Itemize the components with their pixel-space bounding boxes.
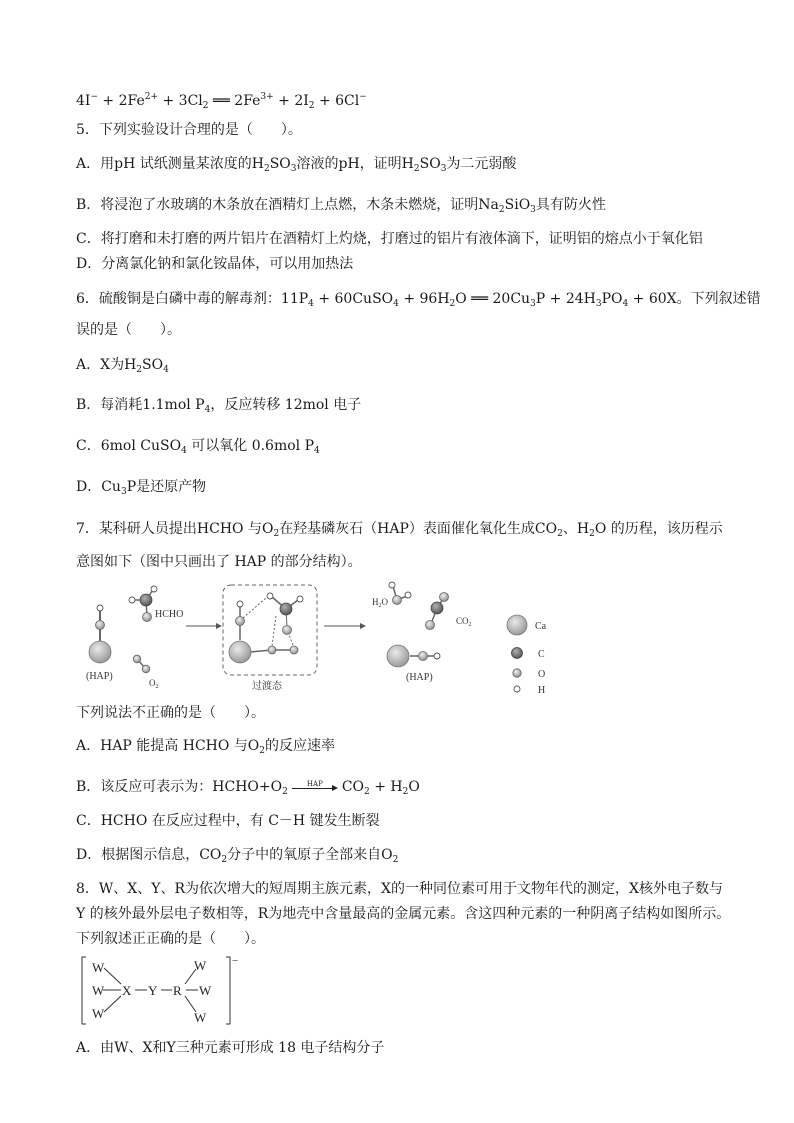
h2o-label: $H_2O$ bbox=[372, 597, 388, 609]
atom-r: R bbox=[173, 983, 182, 998]
ionic-equation: $4I^- + 2Fe^{2+} + 3Cl_2$ ══ $2Fe^{3+} + 2I_2 + 6Cl^-$ bbox=[76, 92, 367, 111]
atom-w-5: W bbox=[199, 983, 212, 998]
anion-structure-diagram bbox=[80, 954, 250, 1028]
legend-o-swatch bbox=[513, 669, 521, 677]
legend-h-swatch bbox=[514, 686, 520, 692]
o2-molecule bbox=[133, 655, 158, 690]
q7-option-d: D．根据图示信息，$CO_2$分子中的氧原子全部来自$O_2$ bbox=[76, 847, 399, 865]
atom-w-2: W bbox=[92, 983, 105, 998]
arrow-to-transition bbox=[186, 623, 222, 629]
q6-option-b: B．每消耗1.1mol $P_4$，反应转移 12mol 电子 bbox=[76, 397, 362, 415]
q8-stem-line3: 下列叙述正正确的是（ ）。 bbox=[76, 931, 265, 947]
atom-w-6: W bbox=[194, 1010, 207, 1025]
q6-option-d: D．$Cu_3P$是还原产物 bbox=[76, 479, 207, 497]
legend-ca-swatch bbox=[507, 615, 527, 635]
hap-left-label: (HAP) bbox=[86, 671, 113, 682]
anion-charge: − bbox=[232, 955, 239, 967]
legend-h-label: H bbox=[538, 685, 546, 696]
q8-stem-line1: 8．W、X、Y、R为依次增大的短周期主族元素，X的一种同位素可用于文物年代的测定，X核外电子数与 bbox=[76, 881, 723, 897]
hap-right-structure bbox=[387, 645, 440, 683]
q5-stem: 5．下列实验设计合理的是（ ）。 bbox=[76, 122, 302, 138]
hap-right-label: (HAP) bbox=[406, 672, 433, 683]
co2-molecule bbox=[426, 593, 472, 630]
transition-state-label: 过渡态 bbox=[252, 681, 282, 692]
q6-option-a: A．X为$H_2SO_4$ bbox=[76, 357, 169, 375]
q7-option-c: C．HCHO 在反应过程中，有 C－H 键发生断裂 bbox=[76, 813, 380, 829]
q5-option-c: C．将打磨和未打磨的两片铝片在酒精灯上灼烧，打磨过的铝片有液体滴下，证明铝的熔点小于氧化铝 bbox=[76, 231, 703, 247]
atom-y: Y bbox=[148, 983, 158, 998]
q6-stem-cont: 误的是（ ）。 bbox=[76, 322, 181, 338]
atom-w-4: W bbox=[194, 958, 207, 973]
q6-equation: $11P_4$ + 60CuSO$_4$ + $96H_2O$ ══ $20Cu_3P + 24H_3PO_4 + 60X$ bbox=[280, 291, 677, 309]
co2-label: $CO_2$ bbox=[456, 616, 472, 628]
q8-stem-line2: Y 的核外最外层电子数相等，R为地壳中含量最高的金属元素。含这四种元素的一种阴离子结构如图所示。 bbox=[76, 906, 731, 922]
legend-ca-label: Ca bbox=[535, 621, 547, 632]
h2o-molecule bbox=[372, 582, 411, 609]
atom-legend bbox=[507, 615, 547, 696]
mechanism-diagram bbox=[76, 580, 566, 700]
q8-option-a: A．由W、X和Y三种元素可形成 18 电子结构分子 bbox=[76, 1040, 385, 1056]
q6-option-c: C．6mol CuSO$_4$ 可以氧化 0.6mol $P_4$ bbox=[76, 438, 320, 456]
q7-option-b: B．该反应可表示为：$HCHO+O_2$ HAP $CO_2 + H_2O$ bbox=[76, 779, 420, 797]
atom-x: X bbox=[122, 983, 132, 998]
q7-option-a: A．HAP 能提高 HCHO 与$O_2$的反应速率 bbox=[76, 738, 336, 756]
legend-c-label: C bbox=[538, 649, 545, 660]
transition-state-box bbox=[223, 585, 317, 692]
arrow-to-products bbox=[324, 623, 366, 629]
q7-ask: 下列说法不正确的是（ ）。 bbox=[76, 705, 265, 721]
atom-w-1: W bbox=[92, 960, 105, 975]
hcho-label: HCHO bbox=[155, 609, 184, 620]
q5-option-b: B．将浸泡了水玻璃的木条放在酒精灯上点燃，木条未燃烧，证明$Na_2SiO_3$具有防火性 bbox=[76, 197, 606, 215]
q6-stem: 6．硫酸铜是白磷中毒的解毒剂：$11P_4$ + 60CuSO$_4$ + $96H_2O$ ══ $20Cu_3P + 24H_3PO_4 + 60X$。下列叙述错 bbox=[76, 291, 761, 309]
catalyst-arrow: HAP bbox=[292, 780, 338, 794]
legend-c-swatch bbox=[512, 648, 523, 659]
q5-option-d: D．分离氯化钠和氯化铵晶体，可以用加热法 bbox=[76, 256, 354, 272]
q7-stem-cont: 意图如下（图中只画出了 HAP 的部分结构）。 bbox=[76, 554, 362, 570]
hcho-molecule bbox=[129, 586, 183, 622]
o2-label: $O_2$ bbox=[149, 678, 159, 690]
legend-o-label: O bbox=[538, 669, 546, 680]
q5-option-a: A．用pH 试纸测量某浓度的$H_2SO_3$溶液的pH，证明$H_2SO_3$为二元弱酸 bbox=[76, 156, 517, 174]
hap-left-structure bbox=[86, 605, 113, 682]
q7-stem: 7．某科研人员提出HCHO 与$O_2$在羟基磷灰石（HAP）表面催化氧化生成$CO_2$、$H_2O$ 的历程，该历程示 bbox=[76, 521, 723, 539]
atom-w-3: W bbox=[92, 1006, 105, 1021]
